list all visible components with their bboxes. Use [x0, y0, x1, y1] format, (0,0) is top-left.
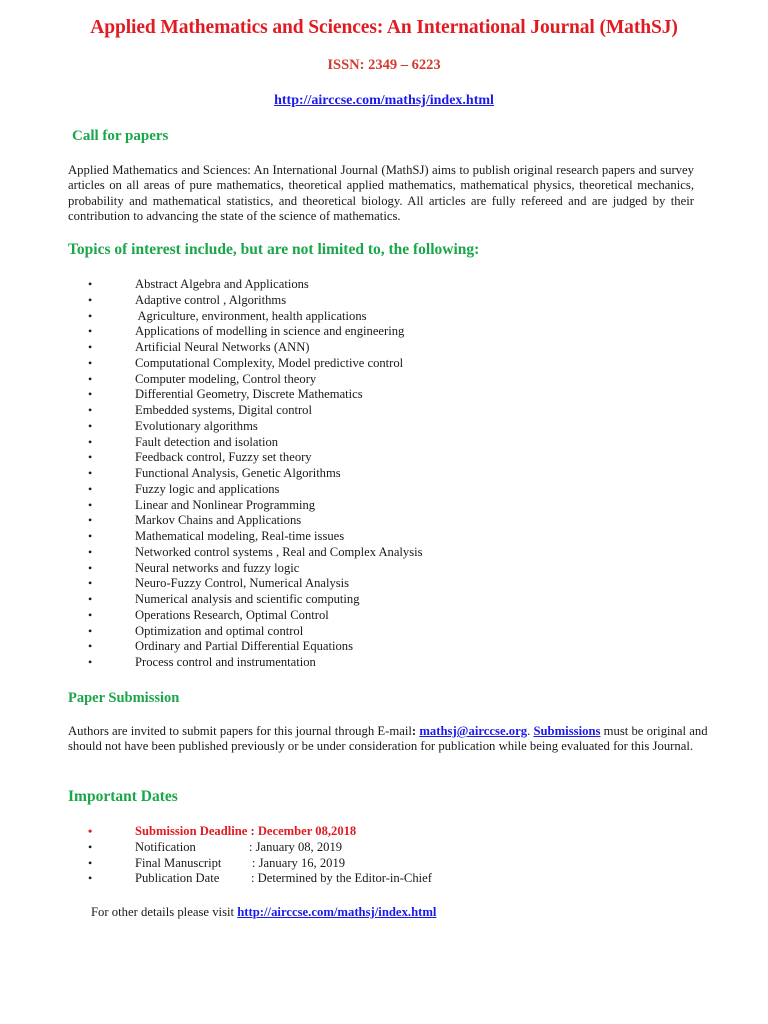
notification-label: Notification: [135, 839, 196, 854]
topic-label: Applications of modelling in science and engineering: [135, 324, 405, 339]
publication-date-value: : Determined by the Editor-in-Chief: [251, 871, 432, 886]
topic-label: Abstract Algebra and Applications: [135, 277, 309, 291]
topic-list-item: [0, 513, 423, 529]
bullet-icon: •: [88, 839, 93, 854]
final-manuscript-label: Final Manuscript: [135, 855, 222, 870]
topic-label: Neural networks and fuzzy logic: [135, 560, 300, 575]
bullet-icon: •: [88, 387, 93, 402]
bullet-icon: •: [88, 655, 93, 669]
topic-list-item: [0, 435, 423, 451]
journal-url-link[interactable]: http://airccse.com/mathsj/index.html: [274, 93, 494, 108]
footer-url-link[interactable]: http://airccse.com/mathsj/index.html: [237, 905, 437, 919]
bullet-icon: •: [88, 481, 93, 496]
bullet-icon: •: [88, 855, 93, 870]
topic-list-item: [0, 498, 423, 514]
bullet-icon: •: [88, 560, 93, 575]
topic-label: Agriculture, environment, health applications: [135, 308, 367, 323]
topic-list-item: [0, 608, 423, 624]
topic-list-item: [0, 450, 423, 466]
bullet-icon: •: [88, 355, 93, 370]
topic-label: Ordinary and Partial Differential Equations: [135, 639, 353, 654]
topic-list-item: [0, 576, 423, 592]
issn-number: ISSN: 2349 – 6223: [327, 57, 441, 73]
topic-label: Differential Geometry, Discrete Mathematics: [135, 387, 363, 402]
bullet-icon: •: [88, 403, 93, 417]
topic-label: Fuzzy logic and applications: [135, 481, 280, 496]
bullet-icon: •: [88, 324, 93, 339]
bullet-icon: •: [88, 340, 93, 354]
bullet-icon: •: [88, 418, 93, 433]
topic-list-item: [0, 340, 423, 356]
bullet-icon: •: [88, 292, 93, 307]
topic-label: Linear and Nonlinear Programming: [135, 497, 316, 512]
paper-submission-heading: Paper Submission: [68, 690, 180, 706]
topic-label: Functional Analysis, Genetic Algorithms: [135, 466, 341, 480]
topic-list-item: [0, 655, 423, 671]
submission-dot: .: [527, 724, 534, 738]
topic-label: Neuro-Fuzzy Control, Numerical Analysis: [135, 576, 350, 591]
topic-label: Mathematical modeling, Real-time issues: [135, 529, 345, 543]
topic-label: Process control and instrumentation: [135, 655, 316, 669]
submission-paragraph: [68, 724, 708, 755]
topic-list-item: [0, 624, 423, 640]
important-dates-heading: Important Dates: [68, 788, 178, 805]
bullet-icon: •: [88, 497, 93, 512]
bullet-icon: •: [88, 592, 93, 606]
submission-email-link[interactable]: mathsj@airccse.org: [419, 724, 528, 738]
bullet-icon: •: [88, 529, 93, 543]
topics-list: [0, 277, 423, 671]
bullet-icon: •: [88, 277, 93, 291]
notification-value: : January 08, 2019: [249, 839, 343, 854]
date-item-deadline: [0, 824, 432, 840]
topic-list-item: [0, 545, 423, 561]
topic-label: Optimization and optimal control: [135, 623, 304, 638]
topic-list-item: [0, 403, 423, 419]
topic-list-item: [0, 419, 423, 435]
bullet-icon: •: [88, 450, 93, 465]
submission-text-before: Authors are invited to submit papers for this journal through E-mail: [68, 724, 412, 738]
submission-text-after: must be original and should not have been published previously or be under consideration for publication while being evaluated for this Journal.: [68, 724, 708, 754]
topic-list-item: [0, 466, 423, 482]
submission-colon: :: [411, 724, 420, 738]
topics-heading: Topics of interest include, but are not limited to, the following:: [68, 241, 480, 258]
bullet-icon: •: [88, 639, 93, 654]
call-for-papers-heading: Call for papers: [72, 128, 169, 144]
bullet-icon: •: [88, 576, 93, 591]
topic-list-item: [0, 324, 423, 340]
topic-list-item: [0, 293, 423, 309]
topic-list-item: [0, 592, 423, 608]
topic-label: Networked control systems , Real and Complex Analysis: [135, 544, 423, 559]
topic-label: Adaptive control , Algorithms: [135, 292, 287, 307]
important-dates-list: [0, 824, 432, 887]
bullet-icon: •: [88, 544, 93, 559]
topic-list-item: [0, 356, 423, 372]
bullet-icon: •: [88, 434, 93, 449]
topic-list-item: [0, 529, 423, 545]
topic-list-item: [0, 277, 423, 293]
final-manuscript-value: : January 16, 2019: [252, 855, 346, 870]
submissions-link[interactable]: Submissions: [533, 724, 601, 738]
topic-label: Numerical analysis and scientific computing: [135, 592, 360, 606]
topic-label: Operations Research, Optimal Control: [135, 607, 329, 622]
topic-list-item: [0, 309, 423, 325]
topic-list-item: [0, 482, 423, 498]
bullet-icon: •: [88, 371, 93, 386]
journal-title: Applied Mathematics and Sciences: An International Journal (MathSJ): [90, 17, 678, 38]
date-item-final-manuscript: [0, 856, 432, 872]
bullet-icon: •: [88, 607, 93, 622]
deadline-text: Submission Deadline : December 08,2018: [135, 824, 357, 838]
publication-date-label: Publication Date: [135, 871, 220, 886]
date-item-notification: [0, 840, 432, 856]
topic-list-item: [0, 387, 423, 403]
topic-list-item: [0, 561, 423, 577]
footer-text: For other details please visit: [91, 905, 238, 919]
journal-url-container: [0, 93, 768, 109]
topic-label: Fault detection and isolation: [135, 434, 279, 449]
topic-label: Feedback control, Fuzzy set theory: [135, 450, 312, 465]
intro-paragraph: Applied Mathematics and Sciences: An International Journal (MathSJ) aims to publish original research papers and survey articles on all areas of pure mathematics, theoretical applied mathematics, mathematical physics, theoretical mechanics, probability and mathematical statistics, and theoretical biology. All articles are fully refereed and are judged by their contribution to advancing the state of the science of mathematics.: [68, 163, 694, 223]
topic-list-item: [0, 639, 423, 655]
topic-list-item: [0, 372, 423, 388]
footer-line: [91, 905, 436, 920]
topic-label: Evolutionary algorithms: [135, 418, 258, 433]
topic-label: Embedded systems, Digital control: [135, 403, 312, 417]
topic-label: Markov Chains and Applications: [135, 513, 302, 528]
bullet-icon: •: [88, 513, 93, 528]
topic-label: Computer modeling, Control theory: [135, 371, 317, 386]
bullet-icon: •: [88, 824, 93, 838]
topic-label: Artificial Neural Networks (ANN): [135, 340, 310, 354]
date-item-publication: [0, 871, 432, 887]
bullet-icon: •: [88, 871, 93, 886]
topic-label: Computational Complexity, Model predictive control: [135, 355, 404, 370]
bullet-icon: •: [88, 623, 93, 638]
bullet-icon: •: [88, 466, 93, 480]
bullet-icon: •: [88, 308, 93, 323]
